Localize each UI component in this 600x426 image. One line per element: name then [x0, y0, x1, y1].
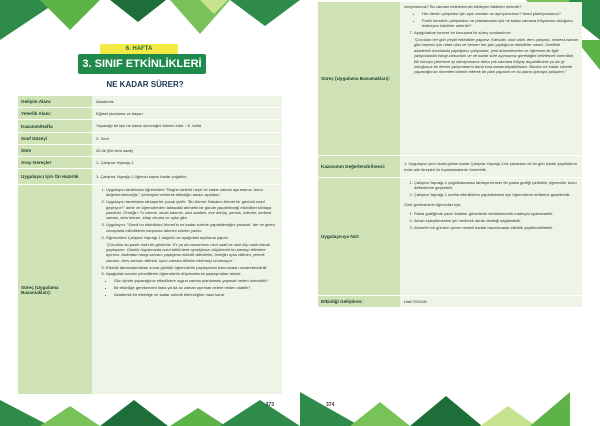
process-step: 1. Uygulayıcı tarafından öğrencilere "Bugün sizlerle neye ne kadar zaman ayırmamız, bunu değerlendireceğiz." yönergesi verilerek etkinliğin amacı açıklanır.	[106, 187, 278, 198]
process-question: • Farklı derslerin çalışmaları ve planlamaları için ne kadar zamana ihtiyacınız olduğunu belirleyen faktörler nelerdir?	[422, 18, 578, 29]
decor-triangle	[220, 400, 300, 426]
table-row	[318, 178, 582, 296]
evaluation-text: 1. Uygulayıcı yeni okula gelme kadar Çalışma Yaprağı-1'de yazanları ve bir gün içinde yaptıklarını evde aile bireyleri ile kıyaslamalarını önerebilir.	[400, 156, 582, 177]
table-row	[318, 2, 582, 156]
note-item: 2. Çalışma Yaprağı-1 sınıfta etkinliklerin yapılabilmesi için öğrencilerin defterine geçirilebilir.	[414, 192, 578, 197]
process-question: • Akademik bir etkinliğe ne kadar sürede bitireceğine nasıl karar	[114, 292, 278, 297]
row-label: Uygulayıcıya Not:	[318, 178, 400, 295]
process-step: 5. Etkinlik tamamlandıktan sonra gönüllü öğrencilerin paylaşımda bulunmaları cesaretlendirilir.	[106, 265, 278, 270]
page-number: 373	[265, 402, 274, 408]
table-row	[18, 185, 282, 395]
note-item: 2. Akran eşleştirmesine yer verilerek akran desteği sağlanabilir.	[414, 218, 578, 223]
row-label: Süreç (Uygulama Basamakları):	[318, 2, 400, 155]
row-label: Yeterlik Alanı:	[18, 108, 92, 119]
process-step: 6. Aşağıdaki sorular yöneltilerek öğrencilerin düşüncelerini paylaşmaları istenir:	[106, 271, 278, 276]
decor-triangle	[410, 396, 482, 426]
table-row	[18, 157, 282, 169]
decor-triangle	[100, 400, 168, 426]
row-label: Uygulayıcı İçin Ön Hazırlık	[18, 169, 92, 184]
process-question: • Her dersin çalışması için aynı zamanı mı ayırıyorsunuz? Nasıl planlıyorsunuz?	[422, 11, 578, 16]
process-question: • Gün içinde yapacağınız etkinliklere uygun zaman planlaması yapmak neden önemlidir?	[114, 278, 278, 283]
grade-banner: 3. SINIF ETKİNLİKLERİ	[78, 54, 206, 74]
table-row	[318, 156, 582, 178]
row-label: Etkinliği Geliştiren:	[318, 296, 400, 307]
table-row	[18, 169, 282, 185]
process-question: • Bir etkinliğe gerekenden fazla ya da az zaman ayırmak nelere neden olabilir?	[114, 285, 278, 290]
process-quote: "Çocuklar bu paste sizin bir gününüz. Ev ya da zamanınızı okul saati ve okul dışı vakit olarak paylaştırın. Günlük hayatınızda nasıl bölümlere ayırdığınızı düşünerek bu pastayı dilimlere ayırınız. Ardından hangi zamanı yaptığınız etkinlik dilimlerini, örneğin uyku dilimini, yemek zamanı, ders zamanı dilimini, oyun zamanı dilimini eklemeyi unutmayın."	[106, 241, 270, 263]
row-label: Araç-Gereçler	[18, 157, 92, 168]
row-value: 1. Çalışma Yaprağı-1	[92, 157, 282, 168]
row-value: 3. Sınıf	[92, 133, 282, 144]
week-badge: 6. HAFTA	[100, 44, 178, 55]
row-label: Süre	[18, 145, 92, 156]
row-label: Kazanım/Hafta	[18, 120, 92, 132]
process-text: veriyorsunuz? Bu zamanı belirlemenizi etkileyen faktörler nelerdir?	[404, 4, 522, 9]
process-steps	[92, 185, 282, 394]
table-row	[18, 133, 282, 145]
table-row	[18, 120, 282, 133]
developer-name: Halil ÖZKAN	[400, 296, 582, 307]
bottom-decor	[0, 400, 300, 426]
note-item: 3. Ahmet'in bir gününü içeren resimli kartlar hazırlanarak etkinlik çeşitlendirilebilir.	[414, 225, 578, 230]
row-label: Süreç (Uygulama Basamakları):	[18, 185, 92, 394]
activity-info-table	[18, 96, 282, 395]
decor-triangle	[40, 0, 100, 30]
page-number: 374	[326, 402, 335, 408]
decor-triangle	[200, 0, 228, 14]
process-step: 4. Öğrencilere Çalışma Yaprağı-1 dağıtılır ve aşağıdaki açıklama yapılır:	[106, 235, 278, 240]
table-row	[18, 96, 282, 108]
note-subheading: Özel gereksinimli öğrenciler için;	[404, 201, 462, 207]
decor-triangle	[530, 392, 570, 426]
row-value: Akademik	[92, 96, 282, 107]
bottom-decor	[300, 392, 600, 426]
row-label: Sınıf Düzeyi	[18, 133, 92, 144]
closing-quote: "Çocuklar her gün çeşitli etkinlikler yaparız. Kahvaltı, okul vakti, ders çalışma, serbest zaman gibi hepimiz için ortak olan ve hemen her gün yaptığımız etkinlikler vardır. Özellikle akademik konularda yaptığımız çalışmalar, yeni düzenlemeler ve öğrenme ile ilgili çalışmalarda hangi zamanları ve ne kadar süre ayırmamız gerektiğini belirlemek önemlidir. Bir konuyu yeterince iyi bilmiyorsanız daha çok zamana ihtiyaç duyabilirsiniz ya da iyi olduğunuz bir dersin çalışmalarını daha kısa tamamlayabilirsiniz. Bunları ne kadar sürede yapacağımızı önceden tahmin ederek bir plan yapalım ve bu plana uymaya çalışalım."	[414, 36, 578, 75]
decor-triangle	[170, 408, 226, 426]
row-value: 1. Çalışma Yaprağı-1 öğrenci sayısı kadar çoğaltılır.	[92, 169, 282, 184]
table-row	[18, 145, 282, 157]
table-row	[318, 296, 582, 308]
process-step: 7. Aşağıdakine benzer bir konuşma ile süreç sonlandırılır:	[414, 30, 578, 35]
row-value: Eğitsel planlama ve başarı	[92, 108, 282, 119]
decor-triangle	[480, 406, 536, 426]
process-step: 3. Uygulayıcı: "Şimdi bu etkinlikleri Ahmet'in ne kadar sürede yapabileceğini yazalım" der ve gelen cevaplarla etkinliklerin karşısına tahmini süreler yazılır.	[106, 222, 278, 233]
note-item: 1. Pasta grafiğinde yazılı ifadeler görsellerle desteklenerek materyal uyarlanabilir.	[414, 211, 578, 216]
process-steps-continued	[400, 2, 582, 155]
note-item: 1. Çalışma Yaprağı-1 çoğaltılamazsa tahtaya benzer bir pasta grafiği çizilebilir, öğrenciler bunu defterlerine geçirebilir.	[414, 180, 578, 191]
row-label: Kazanımın Değerlendirilmesi:	[318, 156, 400, 177]
right-page	[300, 0, 600, 426]
row-label: Gelişim Alanı:	[18, 96, 92, 107]
row-value: 40 dk (Bir ders saati)	[92, 145, 282, 156]
decor-triangle	[350, 402, 410, 426]
activity-info-table-continued	[318, 2, 582, 308]
decor-triangle	[110, 0, 166, 22]
activity-title: NE KADAR SÜRER?	[106, 80, 184, 89]
decor-triangle	[230, 0, 300, 26]
note-content	[400, 178, 582, 295]
decor-triangle	[40, 406, 100, 426]
process-step: 2. Uygulayıcı tarafından tahtaya bir çocuk çizilir. "Bu Ahmet. Bakalım Ahmet bir gününü nasıl geçiriyor?" denir ve öğrencilerden tahtadaki ahmetin bir günde yapabileceği etkinlikler tahtaya yazdırılır. Örneğin: Tv izleme, okula hazırlık, okul saatleri, eve dönüş, yemek, ödevler, serbest zaman, ders tekrarı, kitap okuma ve uyku gibi.	[106, 199, 278, 221]
table-row	[18, 108, 282, 120]
row-value: Yapacağı bir işin ne kadar süreceğini tahmin eder. / 6. hafta	[92, 120, 282, 132]
